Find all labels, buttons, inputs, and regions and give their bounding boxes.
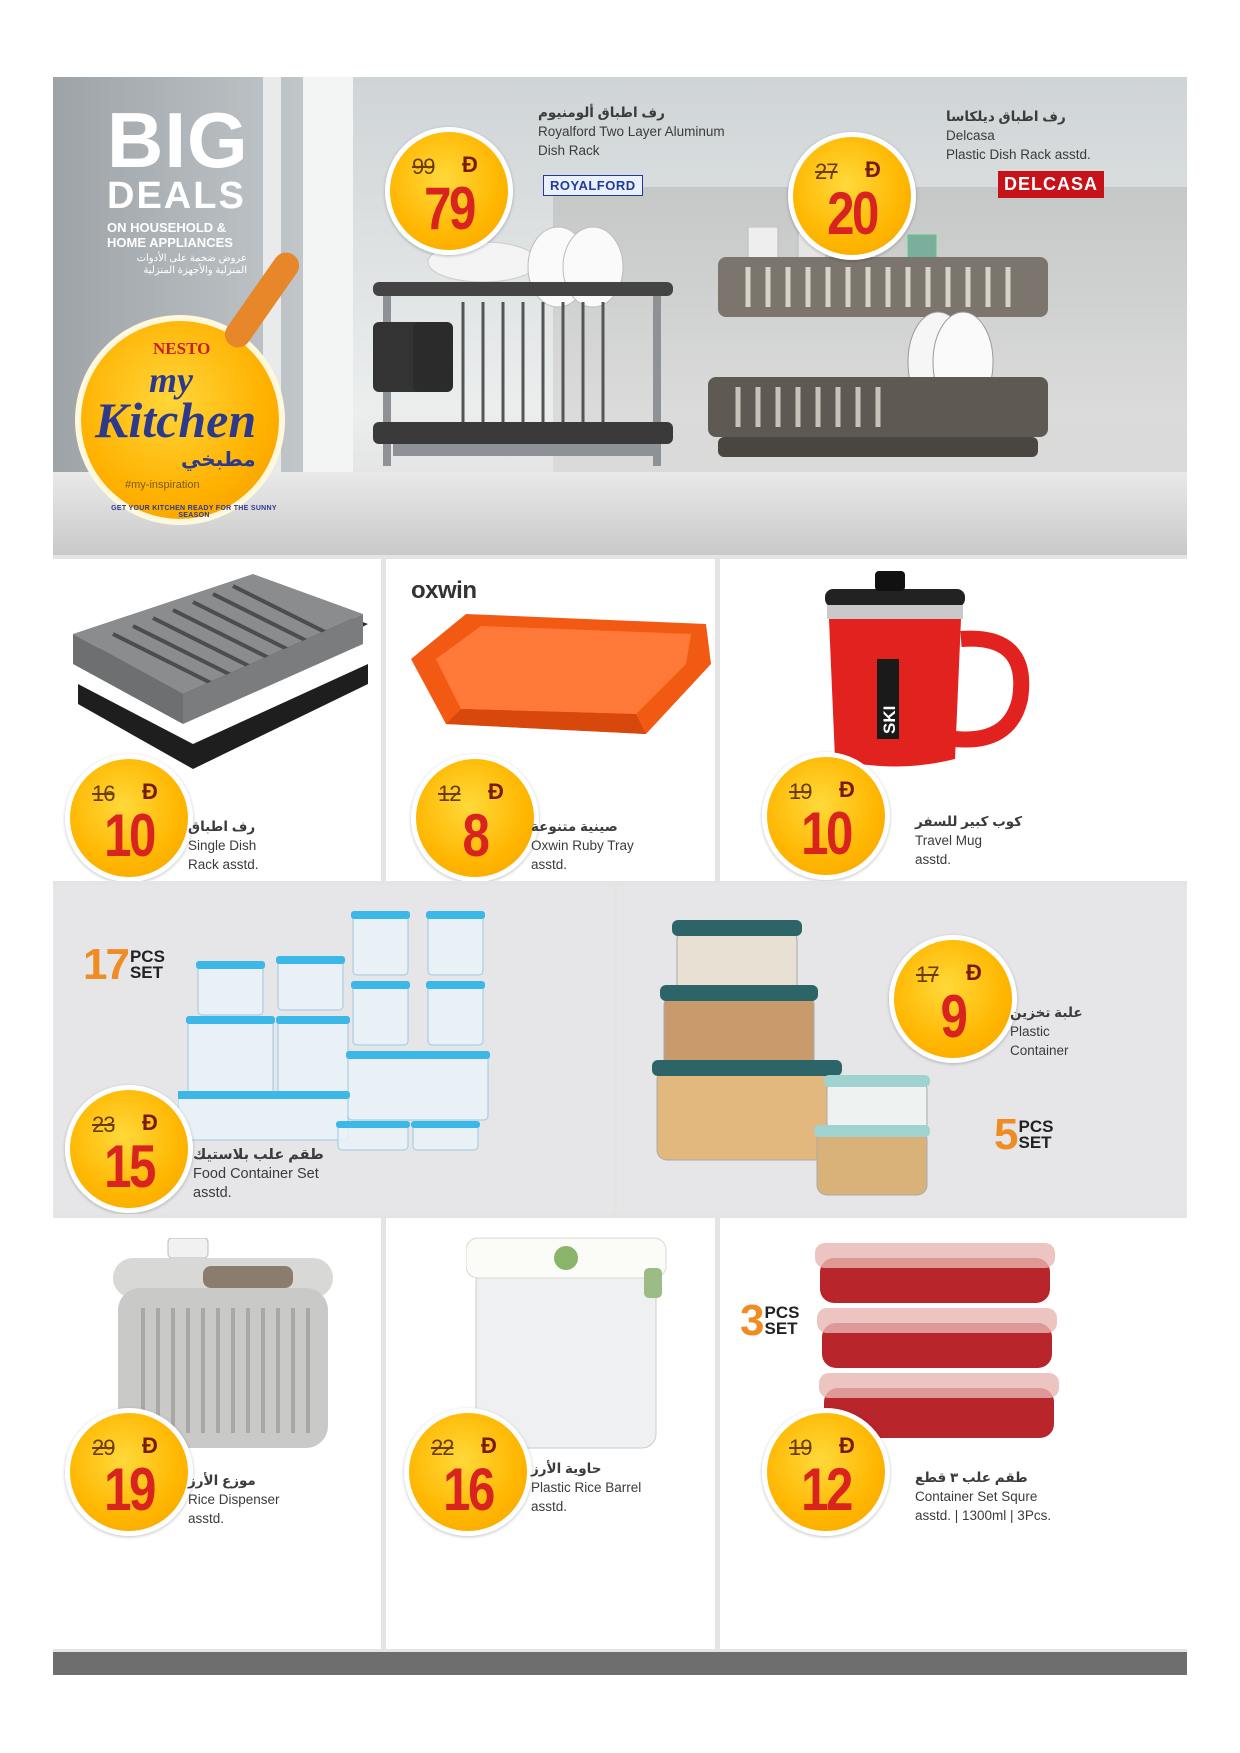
ski-brand-mark: SKI (880, 705, 899, 734)
delcasa-logo: DELCASA (998, 171, 1104, 198)
product-desc-container-squre: طقم علب ٣ قطع Container Set Squre asstd. | 1300ml | 3Pcs. (915, 1470, 1052, 1523)
product-card-rice-dispenser (53, 1218, 381, 1649)
price-tag-oxwin-tray: 12 Đ 8 (411, 754, 539, 881)
product-card-rice-barrel (386, 1218, 715, 1649)
pcs-set-badge-5: 5 PCS SET (994, 1110, 1054, 1159)
royalford-logo: ROYALFORD (543, 175, 643, 196)
flyer-page (53, 77, 1187, 1675)
hero-banner (53, 77, 1187, 555)
pcs-set-badge-17: 17 PCS SET (83, 940, 165, 989)
price-tag-single-rack: 16 Đ 10 (65, 754, 193, 881)
product-desc-food-set: طقم علب بلاستيك Food Container Set asstd. (193, 1147, 324, 1201)
product-card-plastic-container (617, 885, 1187, 1214)
price-tag-container-squre: 19 Đ 12 (762, 1408, 890, 1536)
product-desc-plastic-container: علبة تخزين Plastic Container (1010, 1005, 1083, 1058)
big-deals-headline: BIG DEALS ON HOUSEHOLD & HOME APPLIANCES عروض ضخمة على الأدوات المنزلية والأجهزة المنزلية (107, 96, 249, 277)
product-desc-travel-mug: كوب كبير للسفر Travel Mug asstd. (915, 814, 1023, 867)
product-desc-oxwin-tray: صينية متنوعة Oxwin Ruby Tray asstd. (531, 819, 634, 872)
oxwin-tray-image (406, 614, 715, 744)
price-tag-food-set: 23 Đ 15 (65, 1085, 193, 1213)
price-tag-travel-mug: 19 Đ 10 (762, 752, 890, 880)
product-card-container-squre (720, 1218, 1187, 1649)
product-card-oxwin-tray (386, 559, 715, 881)
travel-mug-image (815, 569, 1045, 779)
product-desc-royalford: رف اطباق ألومنيوم Royalford Two Layer Aluminum Dish Rack (538, 105, 725, 158)
price-tag-rice-dispenser: 29 Đ 19 (65, 1408, 193, 1536)
plastic-container-image (652, 915, 942, 1200)
product-desc-rice-dispenser: موزع الأرز Rice Dispenser asstd. (188, 1473, 280, 1526)
nesto-my-kitchen-logo: NESTO my Kitchen مطبخي #my-inspiration GET YOUR KITCHEN READY FOR THE SUNNY SEASON (75, 315, 285, 525)
product-card-travel-mug (720, 559, 1187, 881)
price-tag-rice-barrel: 22 Đ 16 (404, 1408, 532, 1536)
product-desc-single-rack: رف اطباق Single Dish Rack asstd. (188, 819, 259, 872)
single-dish-rack-image (63, 574, 373, 774)
product-desc-delcasa: رف اطباق ديلكاسا Delcasa Plastic Dish Rack asstd. (946, 109, 1091, 162)
product-card-single-rack (53, 559, 381, 881)
product-card-food-set (53, 885, 613, 1214)
product-desc-rice-barrel: حاوية الأرز Plastic Rice Barrel asstd. (531, 1461, 642, 1514)
price-tag-plastic-container: 17 Đ 9 (889, 935, 1017, 1063)
footer-bar (53, 1652, 1187, 1675)
royalford-dish-rack-image (353, 222, 703, 482)
oxwin-logo: oxwin (411, 577, 477, 604)
pcs-set-badge-3: 3 PCS SET (740, 1296, 800, 1345)
food-container-set-image (178, 905, 598, 1155)
price-tag-delcasa: 27 Đ 20 (788, 132, 916, 260)
delcasa-dish-rack-image (708, 227, 1078, 477)
price-tag-royalford: 99 Đ 79 (385, 127, 513, 255)
